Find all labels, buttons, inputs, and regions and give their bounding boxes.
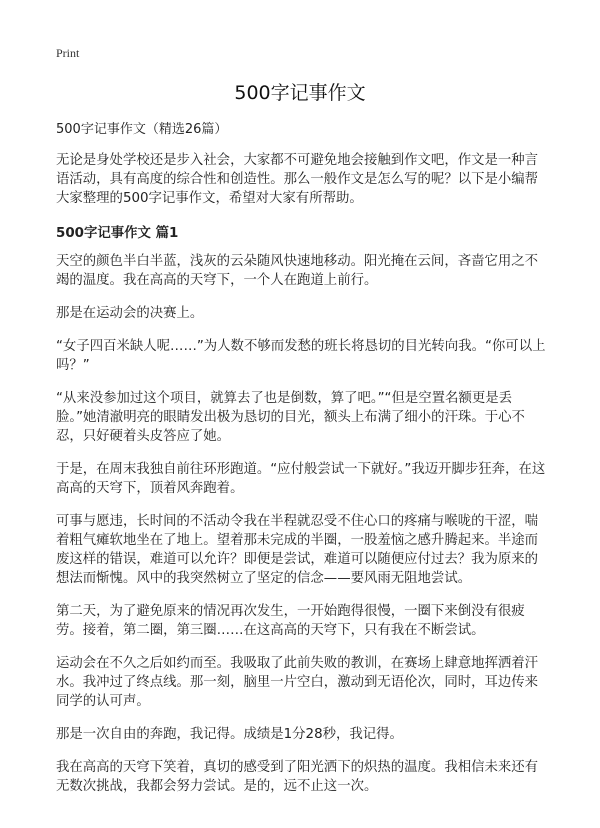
paragraph-6: 可事与愿违，长时间的不活动令我在半程就忍受不住心口的疼痛与喉咙的干涩，喘着粗气瘫软地坐在了地上。望着那未完成的半圈，一股羞恼之感升腾起来。半途而废这样的错误，难道可以允许？即便是尝试，难道可以随便应付过去？我为原来的想法而惭愧。风中的我突然树立了坚定的信念——要风雨无阻地尝试。 [56, 514, 539, 586]
paragraph-3: “女子四百米缺人呢……”为人数不够而发愁的班长将恳切的目光转向我。“你可以上吗？” [56, 339, 546, 373]
section-heading: 500字记事作文 篇1 [56, 226, 179, 241]
paragraph-8: 运动会在不久之后如约而至。我吸取了此前失败的教训，在赛场上肆意地挥洒着汗水。我冲过了终点线。那一刻，脑里一片空白，激动到无语伦次，同时，耳边传来同学的认可声。 [56, 656, 539, 709]
paragraph-7: 第二天，为了避免原来的情况再次发生，一开始跑得很慢，一圈下来倒没有很疲劳。接着，第二圈，第三圈……在这高高的天穹下，只有我在不断尝试。 [56, 604, 525, 638]
paragraph-2: 那是在运动会的决赛上。 [56, 306, 204, 321]
paragraph-10: 我在高高的天穹下笑着，真切的感受到了阳光洒下的炽热的温度。我相信未来还有无数次挑战，我都会努力尝试。是的，远不止这一次。 [56, 760, 539, 794]
paragraph-1: 天空的颜色半白半蓝，浅灰的云朵随风快速地移动。阳光掩在云间，吝啬它用之不竭的温度。我在高高的天穹下，一个人在跑道上前行。 [56, 254, 539, 288]
document-subtitle: 500字记事作文（精选26篇） [56, 122, 228, 137]
intro-paragraph: 无论是身处学校还是步入社会，大家都不可避免地会接触到作文吧，作文是一种言语活动，具有高度的综合性和创造性。那么一般作文是怎么写的呢？以下是小编帮大家整理的500字记事作文，希望对大家有所帮助。 [56, 153, 539, 206]
paragraph-4: “从来没参加过这个项目，就算去了也是倒数，算了吧。”“但是空置名额更是丢脸。”她清澈明亮的眼睛发出极为恳切的目光，额头上布满了细小的汗珠。于心不忍，只好硬着头皮答应了她。 [56, 391, 525, 444]
document-title: 500字记事作文 [234, 82, 366, 104]
document-body [56, 120, 546, 810]
print-label: Print [56, 46, 80, 60]
paragraph-9: 那是一次自由的奔跑，我记得。成绩是1分28秒，我记得。 [56, 727, 403, 742]
paragraph-5: 于是，在周末我独自前往环形跑道。“应付般尝试一下就好。”我迈开脚步狂奔，在这高高的天穹下，顶着风奔跑着。 [56, 462, 546, 496]
